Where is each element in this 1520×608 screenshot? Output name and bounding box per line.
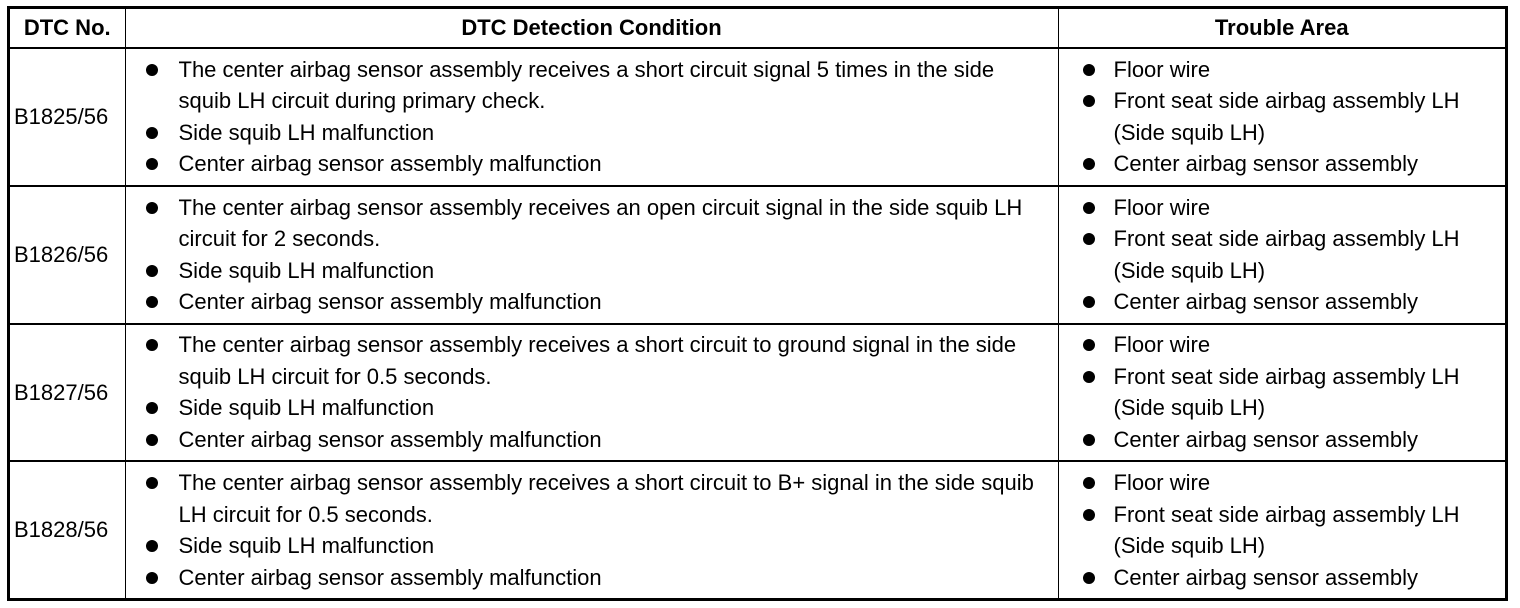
condition-item: Center airbag sensor assembly malfunction [146, 424, 1044, 456]
condition-item: The center airbag sensor assembly receives an open circuit signal in the side squib LH circuit for 2 seconds. [146, 192, 1044, 255]
condition-item: Side squib LH malfunction [146, 530, 1044, 562]
bullet-icon [146, 540, 158, 552]
table-header-row [10, 9, 1505, 48]
detection-condition-cell [125, 186, 1058, 324]
condition-item: The center airbag sensor assembly receives a short circuit to B+ signal in the side squib LH circuit for 0.5 seconds. [146, 467, 1044, 530]
bullet-icon [1083, 434, 1095, 446]
trouble-area-cell [1058, 461, 1505, 598]
bullet-icon [146, 402, 158, 414]
bullet-icon [1083, 371, 1095, 383]
column-header-dtc-no: DTC No. [10, 9, 125, 48]
bullet-icon [146, 296, 158, 308]
condition-item: Center airbag sensor assembly malfunction [146, 148, 1044, 180]
bullet-icon [146, 158, 158, 170]
column-header-trouble-area: Trouble Area [1058, 9, 1505, 48]
area-item: Floor wire [1083, 329, 1498, 361]
bullet-icon [1083, 477, 1095, 489]
bullet-icon [1083, 339, 1095, 351]
area-item: Floor wire [1083, 467, 1498, 499]
dtc-code-cell: B1826/56 [10, 186, 125, 324]
bullet-icon [1083, 158, 1095, 170]
bullet-icon [1083, 233, 1095, 245]
area-item: Front seat side airbag assembly LH (Side squib LH) [1083, 223, 1498, 286]
table-row [10, 461, 1505, 598]
bullet-icon [146, 265, 158, 277]
condition-item: Center airbag sensor assembly malfunction [146, 562, 1044, 594]
bullet-icon [146, 477, 158, 489]
bullet-icon [1083, 509, 1095, 521]
dtc-code-cell: B1828/56 [10, 461, 125, 598]
detection-condition-cell [125, 48, 1058, 186]
area-item: Center airbag sensor assembly [1083, 148, 1498, 180]
condition-item: Center airbag sensor assembly malfunction [146, 286, 1044, 318]
bullet-icon [146, 572, 158, 584]
area-item: Floor wire [1083, 54, 1498, 86]
dtc-table [10, 9, 1505, 598]
detection-condition-cell [125, 324, 1058, 462]
bullet-icon [146, 339, 158, 351]
area-item: Floor wire [1083, 192, 1498, 224]
bullet-icon [1083, 202, 1095, 214]
bullet-icon [146, 127, 158, 139]
dtc-table-frame [7, 6, 1508, 601]
bullet-icon [1083, 572, 1095, 584]
trouble-area-cell [1058, 324, 1505, 462]
bullet-icon [146, 202, 158, 214]
bullet-icon [146, 434, 158, 446]
trouble-area-cell [1058, 48, 1505, 186]
area-item: Center airbag sensor assembly [1083, 424, 1498, 456]
table-row [10, 186, 1505, 324]
area-item: Front seat side airbag assembly LH (Side squib LH) [1083, 85, 1498, 148]
area-item: Center airbag sensor assembly [1083, 286, 1498, 318]
column-header-detection-condition: DTC Detection Condition [125, 9, 1058, 48]
condition-item: The center airbag sensor assembly receives a short circuit signal 5 times in the side squib LH circuit during primary check. [146, 54, 1044, 117]
trouble-area-cell [1058, 186, 1505, 324]
bullet-icon [146, 64, 158, 76]
bullet-icon [1083, 95, 1095, 107]
bullet-icon [1083, 296, 1095, 308]
bullet-icon [1083, 64, 1095, 76]
area-item: Front seat side airbag assembly LH (Side squib LH) [1083, 499, 1498, 562]
table-row [10, 48, 1505, 186]
table-row [10, 324, 1505, 462]
dtc-code-cell: B1825/56 [10, 48, 125, 186]
condition-item: Side squib LH malfunction [146, 117, 1044, 149]
detection-condition-cell [125, 461, 1058, 598]
condition-item: Side squib LH malfunction [146, 392, 1044, 424]
area-item: Center airbag sensor assembly [1083, 562, 1498, 594]
condition-item: Side squib LH malfunction [146, 255, 1044, 287]
condition-item: The center airbag sensor assembly receives a short circuit to ground signal in the side squib LH circuit for 0.5 seconds. [146, 329, 1044, 392]
area-item: Front seat side airbag assembly LH (Side squib LH) [1083, 361, 1498, 424]
dtc-code-cell: B1827/56 [10, 324, 125, 462]
